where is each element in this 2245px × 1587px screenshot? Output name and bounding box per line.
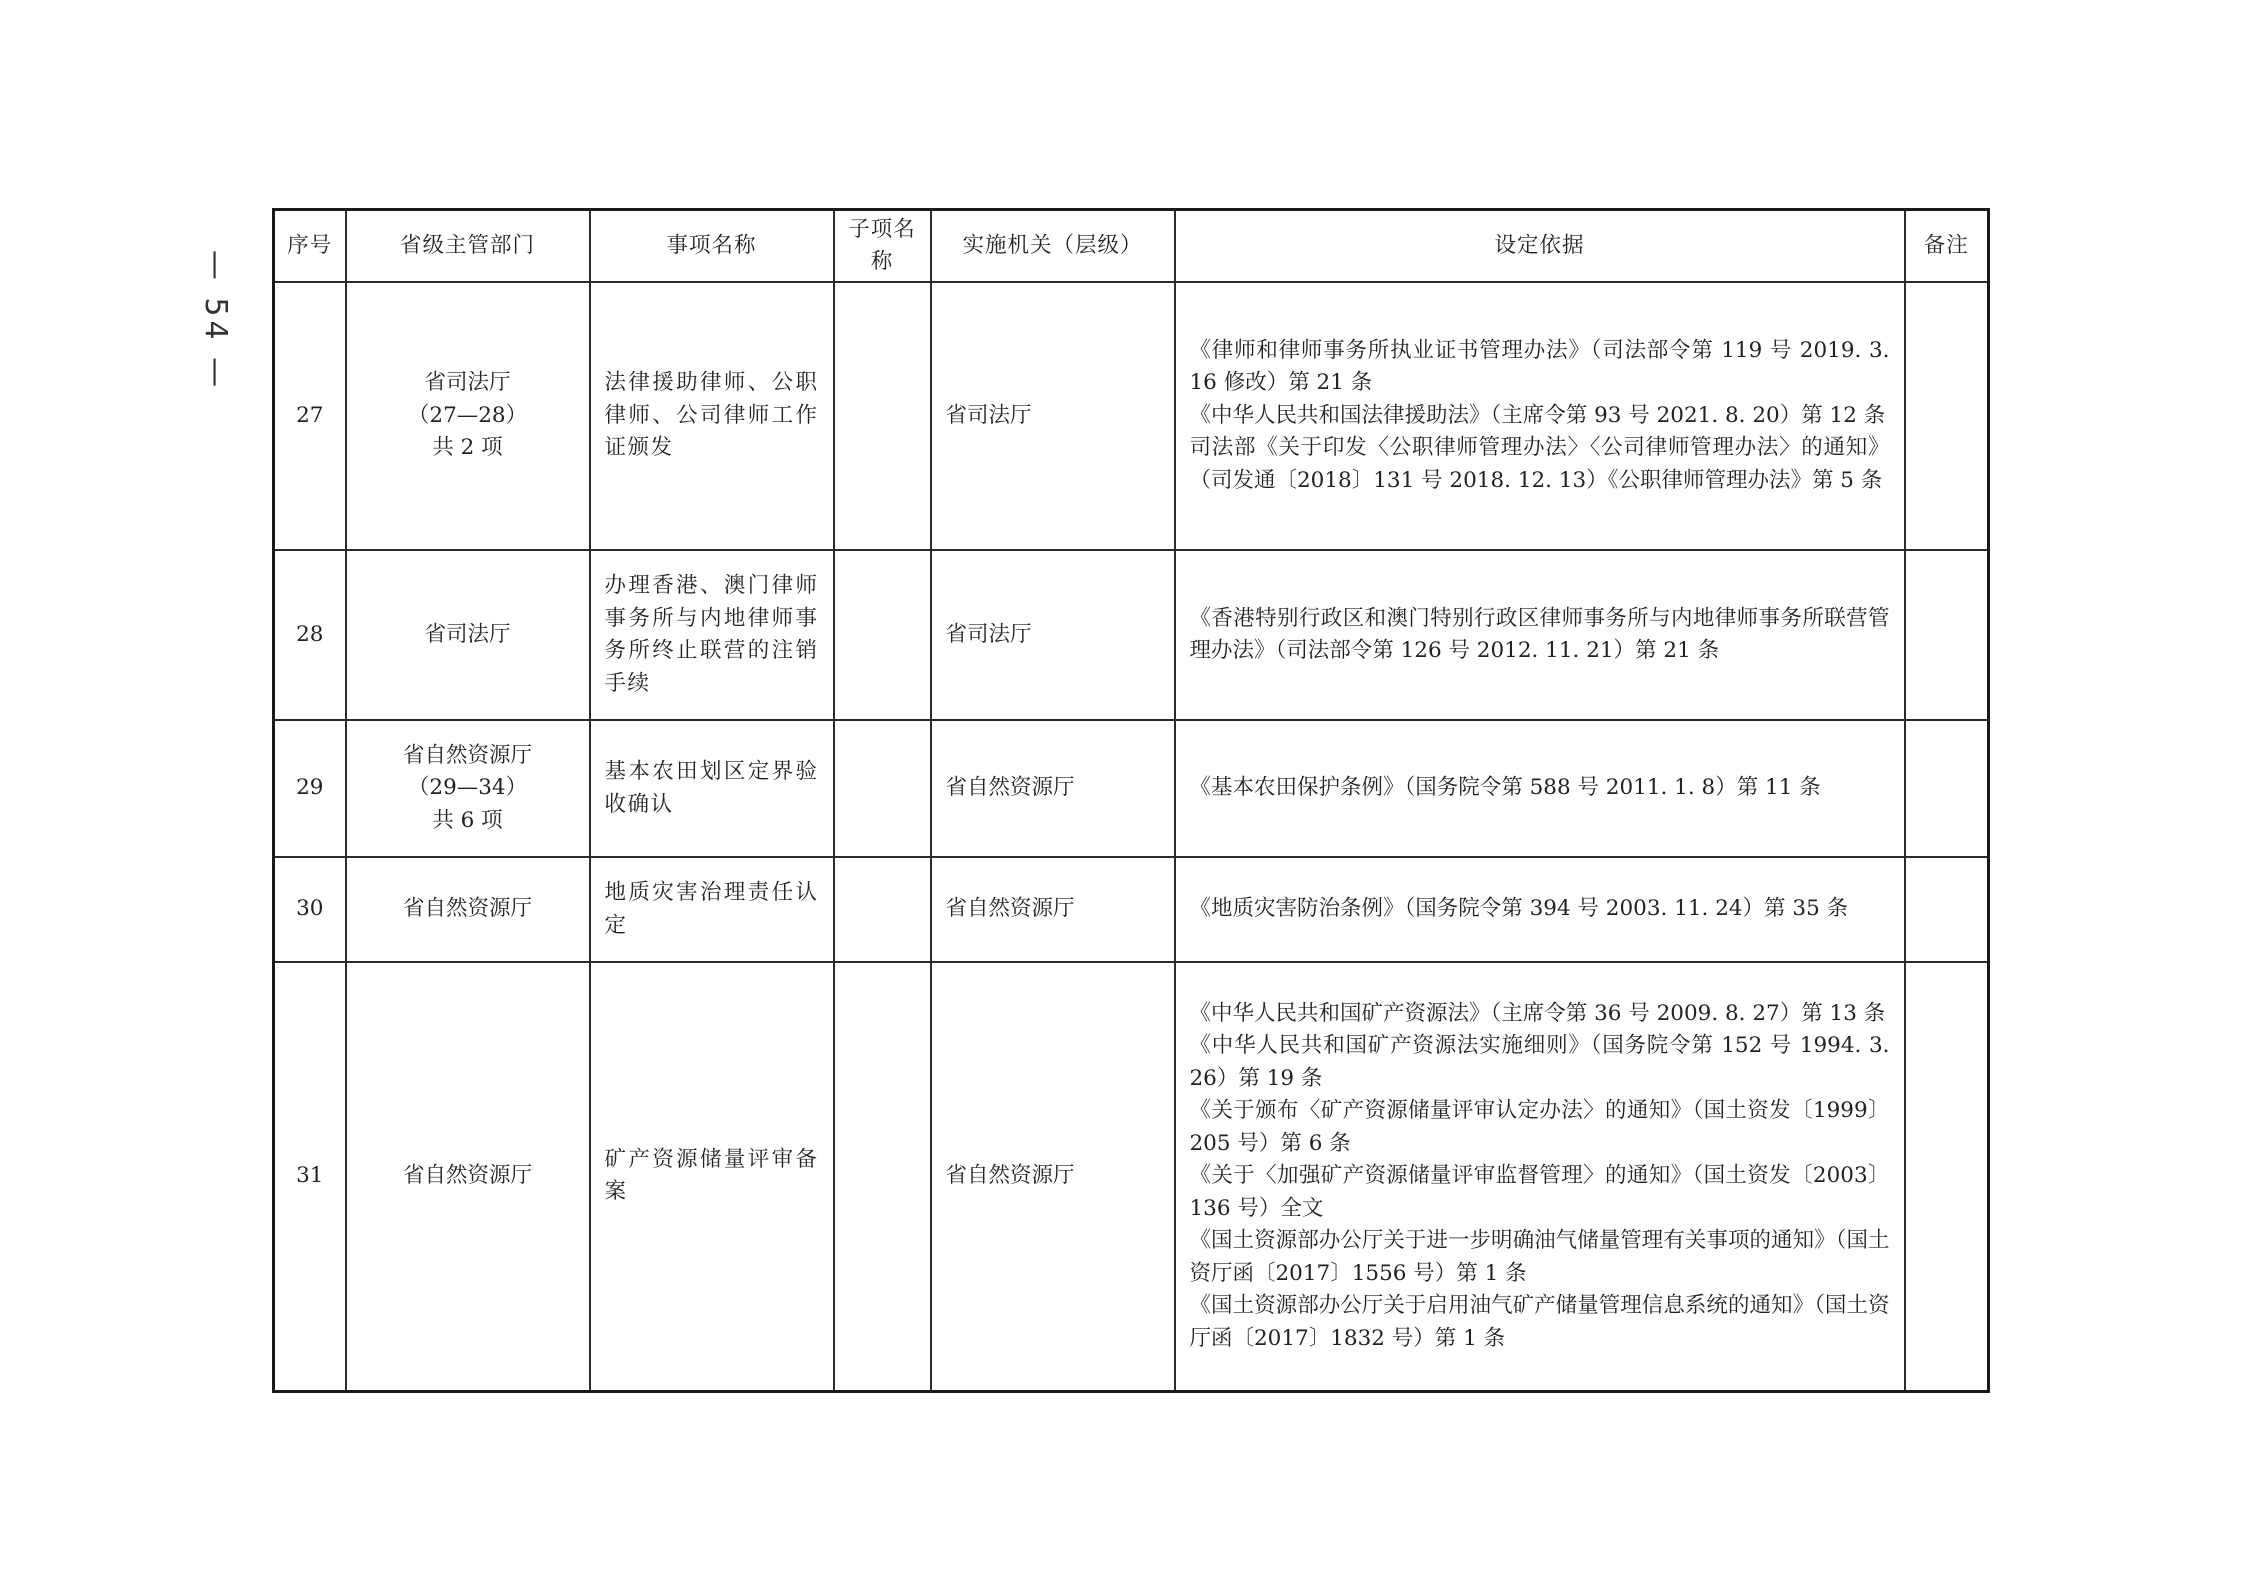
basis-line: 《基本农田保护条例》（国务院令第 588 号 2011. 1. 8）第 11 条 [1189, 775, 1821, 801]
cell-seq: 29 [274, 720, 346, 857]
dept-line: 省司法厅 [424, 621, 511, 647]
dept-line: 省自然资源厅 [402, 896, 532, 922]
cell-note [1905, 857, 1989, 962]
cell-seq: 30 [274, 857, 346, 962]
cell-note [1905, 720, 1989, 857]
header-sub: 子项名称 [834, 210, 931, 283]
cell-dept [346, 550, 590, 720]
cell-agency: 省自然资源厅 [931, 720, 1175, 857]
page-number [196, 240, 236, 400]
cell-seq: 28 [274, 550, 346, 720]
cell-basis [1175, 720, 1905, 857]
header-dept: 省级主管部门 [346, 210, 590, 283]
basis-line: 司法部《关于印发〈公职律师管理办法〉〈公司律师管理办法〉的通知》（司发通〔2018〕131 号 2018. 12. 13）《公职律师管理办法》第 5 条 [1189, 435, 1890, 493]
cell-sub [834, 282, 931, 550]
cell-note [1905, 962, 1989, 1391]
header-seq: 序号 [274, 210, 346, 283]
cell-item: 矿产资源储量评审备案 [590, 962, 834, 1391]
cell-item: 法律援助律师、公职律师、公司律师工作证颁发 [590, 282, 834, 550]
cell-basis [1175, 857, 1905, 962]
cell-item: 办理香港、澳门律师事务所与内地律师事务所终止联营的注销手续 [590, 550, 834, 720]
table-row [274, 550, 1989, 720]
header-item: 事项名称 [590, 210, 834, 283]
cell-note [1905, 282, 1989, 550]
basis-line: 《中华人民共和国矿产资源法实施细则》（国务院令第 152 号 1994. 3. 26）第 19 条 [1189, 1033, 1890, 1091]
cell-sub [834, 550, 931, 720]
dept-line: 共 6 项 [432, 807, 503, 833]
cell-agency: 省司法厅 [931, 550, 1175, 720]
cell-sub [834, 720, 931, 857]
header-agency: 实施机关（层级） [931, 210, 1175, 283]
basis-line: 《国土资源部办公厅关于进一步明确油气储量管理有关事项的通知》（国土资厅函〔2017〕1556 号）第 1 条 [1189, 1228, 1890, 1286]
dept-line: 省自然资源厅 [402, 742, 532, 768]
header-basis: 设定依据 [1175, 210, 1905, 283]
cell-seq: 27 [274, 282, 346, 550]
basis-line: 《中华人民共和国法律援助法》（主席令第 93 号 2021. 8. 20）第 12 条 [1189, 402, 1886, 428]
cell-dept [346, 720, 590, 857]
cell-note [1905, 550, 1989, 720]
cell-sub [834, 962, 931, 1391]
page-number-text: — 54 — [198, 249, 234, 391]
cell-dept [346, 282, 590, 550]
header-row [274, 210, 1989, 283]
basis-line: 《地质灾害防治条例》（国务院令第 394 号 2003. 11. 24）第 35 条 [1189, 896, 1849, 922]
dept-line: 省司法厅 [424, 370, 511, 396]
cell-dept [346, 962, 590, 1391]
basis-line: 《关于颁布〈矿产资源储量评审认定办法〉的通知》（国土资发〔1999〕205 号）第 6 条 [1189, 1098, 1890, 1156]
basis-line: 《律师和律师事务所执业证书管理办法》（司法部令第 119 号 2019. 3. 16 修改）第 21 条 [1189, 337, 1890, 396]
cell-sub [834, 857, 931, 962]
dept-line: 省自然资源厅 [402, 1163, 532, 1188]
cell-basis [1175, 282, 1905, 550]
items-table [272, 208, 1990, 1393]
basis-line: 《关于〈加强矿产资源储量评审监督管理〉的通知》（国土资发〔2003〕136 号）全文 [1189, 1163, 1890, 1221]
table-row [274, 857, 1989, 962]
cell-dept [346, 857, 590, 962]
table-row [274, 282, 1989, 550]
table-row [274, 720, 1989, 857]
basis-line: 《国土资源部办公厅关于启用油气矿产储量管理信息系统的通知》（国土资厅函〔2017〕1832 号）第 1 条 [1189, 1293, 1890, 1351]
cell-basis [1175, 550, 1905, 720]
table-row [274, 962, 1989, 1391]
cell-agency: 省自然资源厅 [931, 857, 1175, 962]
dept-line: （27—28） [407, 402, 528, 428]
cell-seq: 31 [274, 962, 346, 1391]
header-note: 备注 [1905, 210, 1989, 283]
cell-item: 基本农田划区定界验收确认 [590, 720, 834, 857]
cell-agency: 省自然资源厅 [931, 962, 1175, 1391]
cell-agency: 省司法厅 [931, 282, 1175, 550]
cell-item: 地质灾害治理责任认定 [590, 857, 834, 962]
basis-line: 《香港特别行政区和澳门特别行政区律师事务所与内地律师事务所联营管理办法》（司法部令第 126 号 2012. 11. 21）第 21 条 [1189, 605, 1890, 663]
cell-basis [1175, 962, 1905, 1391]
dept-line: 共 2 项 [432, 435, 503, 461]
basis-line: 《中华人民共和国矿产资源法》（主席令第 36 号 2009. 8. 27）第 13 条 [1189, 1000, 1886, 1026]
dept-line: （29—34） [407, 775, 528, 801]
